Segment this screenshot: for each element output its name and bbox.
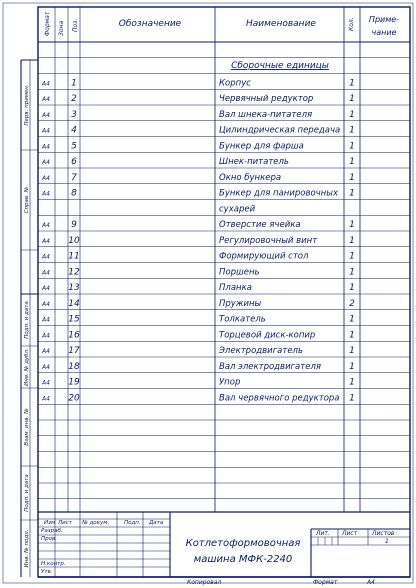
row-format: А4: [42, 80, 50, 88]
outer-border: [3, 3, 413, 583]
row-quantity: 1: [349, 109, 355, 120]
section-title: Сборочные единицы: [231, 61, 329, 71]
row-name: Отверстие ячейка: [219, 220, 301, 230]
header-note-line1: Приме-: [368, 15, 400, 24]
row-name: Окно бункера: [219, 172, 282, 183]
tb-nkontr: Н.контр.: [41, 561, 66, 567]
row-quantity: 1: [349, 251, 355, 262]
row-format: А4: [42, 143, 50, 151]
row-name: Формирующий стол: [219, 251, 309, 262]
tb-razrab: Разраб.: [41, 528, 63, 534]
row-quantity: 1: [349, 141, 355, 152]
row-quantity: 1: [349, 377, 355, 388]
row-position: 5: [71, 141, 77, 152]
row-quantity: 1: [349, 235, 355, 246]
tb-list: Лист: [58, 520, 72, 526]
row-format: А4: [42, 285, 50, 292]
row-quantity: 1: [349, 172, 355, 183]
row-format: А4: [42, 316, 50, 324]
tb-izm: Изм: [44, 520, 56, 526]
row-format: А4: [42, 332, 50, 340]
row-quantity: 1: [349, 267, 355, 278]
row-name: Толкатель: [219, 314, 266, 325]
row-name: Бункер для фарша: [219, 141, 304, 152]
row-name: Бункер для панировочных: [219, 188, 338, 199]
row-quantity: 1: [349, 393, 355, 404]
row-name: Вал червячного редуктора: [219, 393, 340, 404]
tb-date: Дата: [149, 520, 164, 526]
row-name-continued: сухарей: [219, 204, 256, 215]
footer-format-value: А4: [367, 579, 375, 586]
table-grid: [3, 3, 413, 583]
row-format: А4: [42, 190, 50, 198]
side-label: Подп. и дата: [24, 474, 30, 512]
row-quantity: 1: [349, 157, 355, 167]
header-designation: Обозначение: [118, 19, 182, 29]
row-name: Планка: [219, 283, 252, 293]
row-quantity: 1: [349, 346, 355, 356]
row-name: Корпус: [219, 78, 251, 89]
side-label: Инв. № подл.: [24, 529, 30, 568]
side-label: Перв. примен.: [24, 84, 30, 126]
product-name-line1: Котлетоформовочная: [185, 538, 301, 549]
row-position: 4: [71, 125, 77, 136]
header-name: Наименование: [246, 19, 316, 29]
side-label: Инв. № дубл.: [24, 348, 30, 386]
row-name: Торцевой диск-копир: [219, 330, 316, 341]
row-format: А4: [42, 159, 50, 166]
tb-utv: Утв.: [41, 569, 53, 575]
tb-prov: Пров.: [41, 536, 57, 542]
row-position: 18: [68, 361, 80, 372]
row-quantity: 1: [349, 283, 355, 293]
side-label: Взам. инв. №: [24, 408, 30, 446]
header-note-line2: чание: [371, 28, 397, 37]
row-position: 16: [68, 330, 80, 341]
row-position: 13: [68, 283, 80, 293]
row-format: А4: [42, 363, 50, 371]
row-quantity: 1: [349, 314, 355, 325]
header-format: Формат: [44, 11, 51, 36]
side-labels: [24, 84, 30, 567]
table-header: [44, 11, 399, 37]
row-format: А4: [42, 237, 50, 245]
row-format: А4: [42, 127, 50, 135]
row-position: 10: [68, 235, 80, 246]
row-format: А4: [42, 300, 50, 308]
row-position: 2: [71, 94, 77, 104]
row-position: 20: [68, 393, 80, 404]
header-zone: Зона: [58, 20, 65, 36]
row-format: А4: [42, 379, 50, 387]
row-quantity: 1: [349, 94, 355, 104]
row-position: 14: [68, 298, 80, 309]
row-quantity: 2: [349, 298, 355, 309]
tb-lit: Лит.: [316, 530, 330, 537]
footer-copied: Копировал: [187, 579, 222, 586]
row-position: 7: [71, 172, 77, 183]
row-name: Вал шнека-питателя: [219, 109, 313, 120]
row-name: Червячный редуктор: [219, 94, 314, 104]
row-quantity: 1: [349, 125, 355, 136]
tb-sheet: Лист: [342, 530, 358, 537]
row-format: А4: [42, 96, 50, 103]
row-name: Пружины: [219, 298, 262, 309]
row-format: А4: [42, 395, 50, 403]
row-format: А4: [42, 348, 50, 355]
row-name: Поршень: [219, 267, 260, 278]
row-format: А4: [42, 111, 50, 119]
row-quantity: 1: [349, 330, 355, 341]
row-position: 19: [68, 377, 80, 388]
header-qty: Кол.: [348, 17, 355, 31]
footer-format-label: Формат: [313, 579, 338, 586]
row-format: А4: [42, 269, 50, 277]
row-name: Цилиндрическая передача: [219, 125, 341, 136]
row-position: 15: [68, 314, 80, 325]
row-name: Электродвигатель: [219, 346, 303, 356]
row-name: Регулировочный винт: [219, 235, 318, 246]
row-quantity: 1: [349, 78, 355, 89]
row-position: 9: [71, 220, 77, 230]
tb-sheets: Листов: [372, 530, 395, 537]
row-position: 3: [71, 109, 77, 120]
spec-rows: [41, 78, 355, 403]
row-position: 11: [68, 251, 80, 262]
tb-sign: Подп.: [124, 520, 141, 526]
row-quantity: 1: [349, 361, 355, 372]
row-position: 8: [71, 188, 77, 199]
row-position: 6: [71, 157, 77, 167]
row-position: 12: [68, 267, 80, 278]
product-name-line2: машина МФК-2240: [193, 554, 293, 565]
tb-sheets-value: 1: [385, 538, 389, 545]
row-position: 1: [71, 78, 77, 89]
row-quantity: 1: [349, 220, 355, 230]
row-format: А4: [42, 253, 50, 261]
row-quantity: 1: [349, 188, 355, 199]
side-label: Подп. и дата: [24, 301, 30, 339]
row-format: А4: [42, 174, 50, 182]
row-position: 17: [68, 346, 80, 356]
row-format: А4: [42, 222, 50, 229]
side-label: Справ. №: [24, 186, 30, 214]
row-name: Вал электродвигателя: [219, 361, 321, 372]
tb-doc-no: № докум.: [82, 520, 110, 526]
row-name: Упор: [219, 377, 241, 388]
row-name: Шнек-питатель: [219, 157, 289, 167]
header-pos: Поз.: [72, 18, 79, 32]
